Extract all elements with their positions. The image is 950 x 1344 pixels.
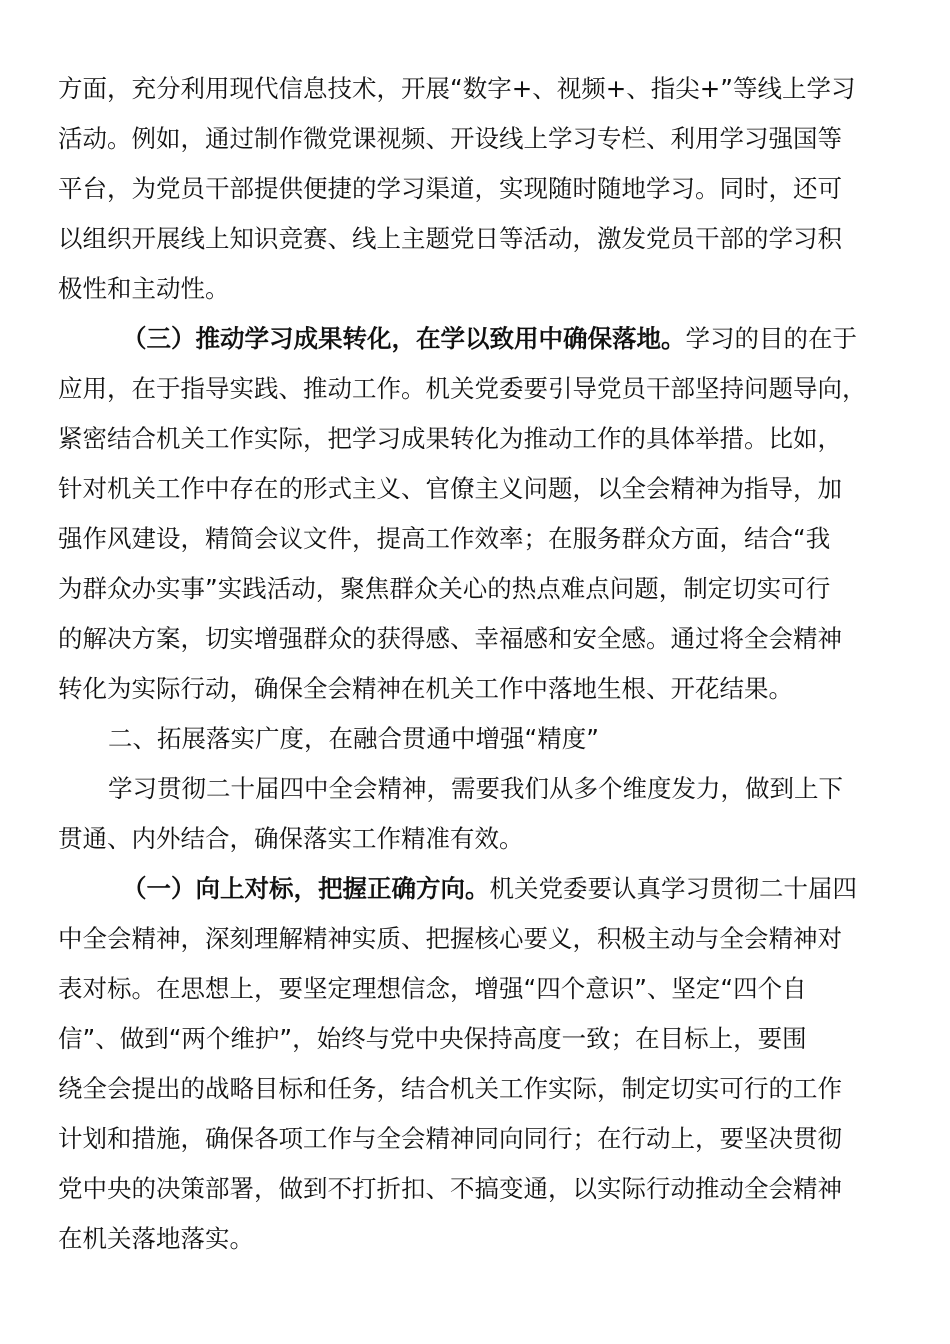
text-line: 转化为实际行动，确保全会精神在机关工作中落地生根、开花结果。	[58, 674, 793, 703]
text-line: 在机关落地落实。	[58, 1224, 254, 1253]
paragraph-section-3	[58, 314, 898, 714]
text-line: 绕全会提出的战略目标和任务，结合机关工作实际，制定切实可行的工作	[58, 1074, 842, 1103]
text-line: 的解决方案，切实增强群众的获得感、幸福感和安全感。通过将全会精神	[58, 624, 842, 653]
text-run: 机关党委要认真学习贯彻二十届四	[489, 874, 857, 903]
section-heading-line	[58, 314, 898, 364]
chapter-title: 二、拓展落实广度，在融合贯通中增强“精度”	[108, 724, 599, 753]
text-line: 针对机关工作中存在的形式主义、官僚主义问题，以全会精神为指导，加	[58, 474, 842, 503]
text-line: 学习贯彻二十届四中全会精神，需要我们从多个维度发力，做到上下	[108, 774, 843, 803]
section-heading: （三）推动学习成果转化，在学以致用中确保落地。	[122, 324, 686, 353]
text-line: 应用，在于指导实践、推动工作。机关党委要引导党员干部坚持问题导向，	[58, 374, 867, 403]
text-line: 紧密结合机关工作实际，把学习成果转化为推动工作的具体举措。比如，	[58, 424, 842, 453]
paragraph-section-1	[58, 864, 898, 1264]
section-heading: （一）向上对标，把握正确方向。	[122, 874, 490, 903]
document-page	[58, 64, 898, 1264]
paragraph-online-learning	[58, 64, 898, 314]
text-line: 贯通、内外结合，确保落实工作精准有效。	[58, 824, 524, 853]
text-run: 学习的目的在于	[685, 324, 857, 353]
text-line: 表对标。在思想上，要坚定理想信念，增强“四个意识”、坚定“四个自	[58, 974, 807, 1003]
text-line: 以组织开展线上知识竞赛、线上主题党日等活动，激发党员干部的学习积	[58, 224, 842, 253]
text-line: 中全会精神，深刻理解精神实质、把握核心要义，积极主动与全会精神对	[58, 924, 842, 953]
paragraph-chapter-2-intro	[58, 764, 898, 864]
section-heading-line	[58, 864, 898, 914]
text-line: 党中央的决策部署，做到不打折扣、不搞变通，以实际行动推动全会精神	[58, 1174, 842, 1203]
text-line: 计划和措施，确保各项工作与全会精神同向同行；在行动上，要坚决贯彻	[58, 1124, 842, 1153]
text-line: 平台，为党员干部提供便捷的学习渠道，实现随时随地学习。同时，还可	[58, 174, 842, 203]
text-line: 活动。例如，通过制作微党课视频、开设线上学习专栏、利用学习强国等	[58, 124, 842, 153]
text-line: 信”、做到“两个维护”，始终与党中央保持高度一致；在目标上，要围	[58, 1024, 807, 1053]
text-line: 为群众办实事”实践活动，聚焦群众关心的热点难点问题，制定切实可行	[58, 574, 831, 603]
text-line: 强作风建设，精简会议文件，提高工作效率；在服务群众方面，结合“我	[58, 524, 831, 553]
text-line: 极性和主动性。	[58, 274, 230, 303]
text-line: 方面，充分利用现代信息技术，开展“数字+、视频+、指尖+”等线上学习	[58, 74, 856, 103]
